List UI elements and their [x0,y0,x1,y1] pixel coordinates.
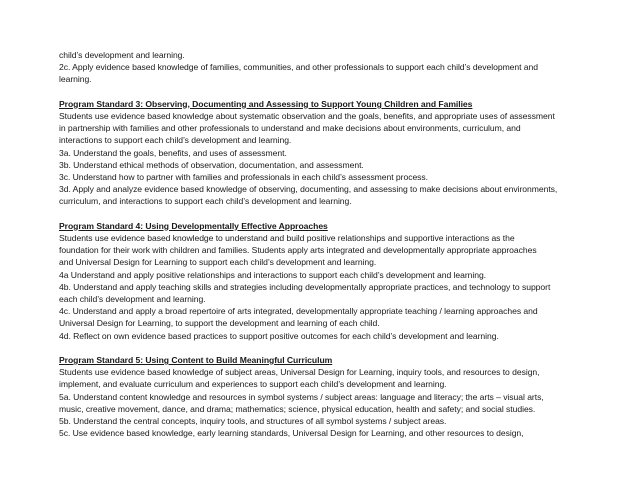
text-line: Universal Design for Learning, to support the development and learning of each child. [59,318,380,329]
text-line: Students use evidence based knowledge to understand and build positive relationships and supportive interactions as the [59,233,515,244]
text-line: 2c. Apply evidence based knowledge of families, communities, and other professionals to support each child’s development and [59,62,538,73]
text-line: each child’s development and learning. [59,294,206,305]
text-line: Students use evidence based knowledge of subject areas, Universal Design for Learning, inquiry tools, and resources to design, [59,367,540,378]
section-heading: Program Standard 4: Using Developmentally Effective Approaches [59,220,328,231]
text-line: and Universal Design for Learning to support each child’s development and learning. [59,257,377,268]
text-line: 5a. Understand content knowledge and resources in symbol systems / subject areas: language and literacy; the arts – visual arts, [59,391,544,402]
text-line: 3b. Understand ethical methods of observation, documentation, and assessment. [59,159,364,170]
text-line: 3d. Apply and analyze evidence based knowledge of observing, documenting, and assessing to make decisions about environments, [59,184,558,195]
text-line: music, creative movement, dance, and drama; mathematics; science, physical education, health and safety; and social studies. [59,403,536,414]
text-line: 4a Understand and apply positive relationships and interactions to support each child’s development and learning. [59,269,487,280]
text-line: curriculum, and interactions to support each child’s development and learning. [59,196,352,207]
section-heading: Program Standard 5: Using Content to Build Meaningful Curriculum [59,355,333,366]
text-line: 3c. Understand how to partner with families and professionals in each child’s assessment process. [59,172,429,183]
text-line: foundation for their work with children and families. Students apply arts integrated and developmentally appropriate approaches [59,245,537,256]
text-line: 5b. Understand the central concepts, inquiry tools, and structures of all symbol systems / subject areas. [59,416,447,427]
text-line: 3a. Understand the goals, benefits, and uses of assessment. [59,147,287,158]
text-line: in partnership with families and other professionals to understand and make decisions about environments, curriculum, and [59,123,521,134]
text-line: Students use evidence based knowledge about systematic observation and the goals, benefits, and appropriate uses of assessment [59,111,555,121]
text-line: 5c. Use evidence based knowledge, early learning standards, Universal Design for Learning, and other resources to design, [59,428,524,439]
text-line: 4d. Reflect on own evidence based practices to support positive outcomes for each child’s development and learning. [59,330,499,341]
text-line: interactions to support each child’s development and learning. [59,135,292,146]
text-line: 4c. Understand and apply a broad repertoire of arts integrated, developmentally appropriate teaching / learning approaches and [59,306,538,317]
text-line: 4b. Understand and apply teaching skills and strategies including developmentally appropriate practices, and technology to support [59,281,551,292]
section-heading: Program Standard 3: Observing, Documenting and Assessing to Support Young Children and Families [59,98,473,109]
text-line: learning. [59,74,92,85]
text-line: child’s development and learning. [59,50,185,60]
text-line: implement, and evaluate curriculum and experiences to support each child’s development and learning. [59,379,447,390]
